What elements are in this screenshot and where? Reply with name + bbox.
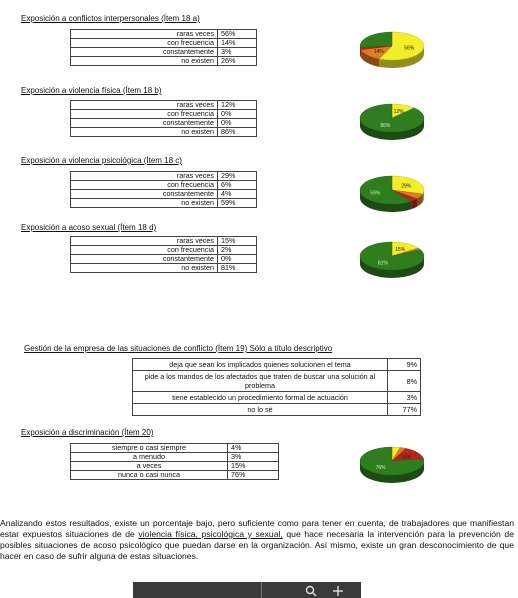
- table-row: [71, 199, 257, 208]
- section-title-violencia-psicologica: Exposición a violencia psicológica (Ítem 18 c): [21, 156, 182, 165]
- paragraph-text: que hace necesaria la intervención para la prevención de posibles situaciones de acoso psicológico que puedan darse en la organización. Así mismo, existe un gran desconocimiento de que hacer en caso de sufrir alguna de estas situaciones.: [0, 529, 514, 561]
- row-label: a menudo: [71, 453, 228, 462]
- row-value: 81%: [218, 264, 257, 273]
- pie-data-label: 15%: [395, 247, 406, 254]
- table-row: [71, 444, 279, 453]
- row-value: 0%: [218, 255, 257, 264]
- row-value: 2%: [218, 246, 257, 255]
- row-label: no existen: [71, 264, 218, 273]
- analysis-paragraph: [0, 518, 514, 562]
- row-label: constantemente: [71, 48, 218, 57]
- pie-data-label: 76%: [375, 464, 386, 471]
- table-row: [133, 404, 421, 416]
- table-violencia-psicologica: [70, 171, 257, 208]
- row-label: raras veces: [71, 101, 218, 110]
- pie-slice-no-existen: [360, 104, 424, 132]
- pie-chart-violencia-psicologica: [330, 170, 465, 222]
- row-value: 3%: [218, 48, 257, 57]
- row-value: 9%: [388, 359, 421, 371]
- row-label: constantemente: [71, 190, 218, 199]
- pie-slice-no-existen: [360, 32, 392, 47]
- section-title-discriminacion: Exposición a discriminación (Ítem 20): [21, 428, 154, 437]
- row-value: 15%: [218, 237, 257, 246]
- row-label: nunca o casi nunca: [71, 471, 228, 480]
- row-value: 3%: [228, 453, 279, 462]
- pie-chart-acoso-sexual: [330, 236, 465, 288]
- row-value: 86%: [218, 128, 257, 137]
- row-value: 76%: [228, 471, 279, 480]
- table-gestion: [132, 358, 421, 416]
- pie-data-label: 15%: [401, 454, 412, 461]
- section-title-violencia-fisica: Exposición a violencia física (Ítem 18 b): [21, 86, 162, 95]
- row-label: raras veces: [71, 237, 218, 246]
- row-value: 59%: [218, 199, 257, 208]
- row-label: pide a los mandos de los afectados que traten de buscar una solución al problema: [133, 371, 388, 392]
- row-value: 12%: [218, 101, 257, 110]
- row-value: 14%: [218, 39, 257, 48]
- table-conflictos: [70, 29, 257, 66]
- row-label: con frecuencia: [71, 181, 218, 190]
- row-label: constantemente: [71, 119, 218, 128]
- section-title-conflictos: Exposición a conflictos interpersonales (Ítem 18 a): [21, 14, 200, 23]
- pie-data-label: 59%: [370, 190, 381, 197]
- row-label: con frecuencia: [71, 246, 218, 255]
- section-title-gestion: Gestión de la empresa de las situaciones de conflicto (Ítem 19) Sólo a título descriptivo: [24, 344, 333, 353]
- row-label: con frecuencia: [71, 110, 218, 119]
- row-value: 56%: [218, 30, 257, 39]
- pie-data-label: 86%: [380, 123, 391, 130]
- row-label: constantemente: [71, 255, 218, 264]
- table-acoso-sexual: [70, 236, 257, 273]
- table-row: [133, 359, 421, 371]
- row-value: 8%: [388, 371, 421, 392]
- row-label: a veces: [71, 462, 228, 471]
- row-value: 29%: [218, 172, 257, 181]
- table-discriminacion: [70, 443, 279, 480]
- row-label: tiene establecido un procedimiento formal de actuación: [133, 392, 388, 404]
- paragraph-text: Analizando estos resultados, existe un porcentaje bajo, pero suficiente como para tener en cuenta, de trabajadores que manifiestan estar expuestos situaciones de de: [0, 518, 514, 539]
- pie-data-label: 14%: [373, 49, 384, 56]
- row-value: 4%: [218, 190, 257, 199]
- pie-data-label: 81%: [377, 260, 388, 267]
- add-icon[interactable]: [333, 586, 343, 596]
- search-icon[interactable]: [305, 585, 317, 597]
- row-value: 15%: [228, 462, 279, 471]
- table-row: [71, 471, 279, 480]
- table-row: [71, 128, 257, 137]
- table-row: [71, 453, 279, 462]
- section-title-acoso-sexual: Exposición a acoso sexual (Ítem 18 d): [21, 223, 157, 232]
- row-label: con frecuencia: [71, 39, 218, 48]
- row-label: no lo sé: [133, 404, 388, 416]
- pie-data-label: 56%: [404, 45, 415, 52]
- viewer-toolbar[interactable]: [133, 582, 361, 598]
- paragraph-underlined-text: violencia física, psicológica y sexual,: [138, 529, 283, 539]
- row-label: no existen: [71, 57, 218, 66]
- table-violencia-fisica: [70, 100, 257, 137]
- pie-chart-discriminacion: [330, 441, 465, 493]
- row-label: no existen: [71, 199, 218, 208]
- pie-chart-violencia-fisica: [330, 98, 465, 150]
- row-value: 26%: [218, 57, 257, 66]
- pie-data-label: 12%: [393, 108, 404, 115]
- pie-data-label: 29%: [401, 183, 412, 190]
- row-value: 0%: [218, 110, 257, 119]
- row-label: raras veces: [71, 172, 218, 181]
- table-row: [71, 264, 257, 273]
- toolbar-divider: [261, 582, 262, 598]
- row-label: no existen: [71, 128, 218, 137]
- row-label: siempre o casi siempre: [71, 444, 228, 453]
- row-label: deja que sean los implicados quienes solucionen el tema: [133, 359, 388, 371]
- table-row: [133, 371, 421, 392]
- row-value: 6%: [218, 181, 257, 190]
- row-value: 0%: [218, 119, 257, 128]
- row-value: 77%: [388, 404, 421, 416]
- table-row: [133, 392, 421, 404]
- row-value: 4%: [228, 444, 279, 453]
- row-label: raras veces: [71, 30, 218, 39]
- pie-chart-conflictos: [330, 26, 465, 78]
- table-row: [71, 57, 257, 66]
- row-value: 3%: [388, 392, 421, 404]
